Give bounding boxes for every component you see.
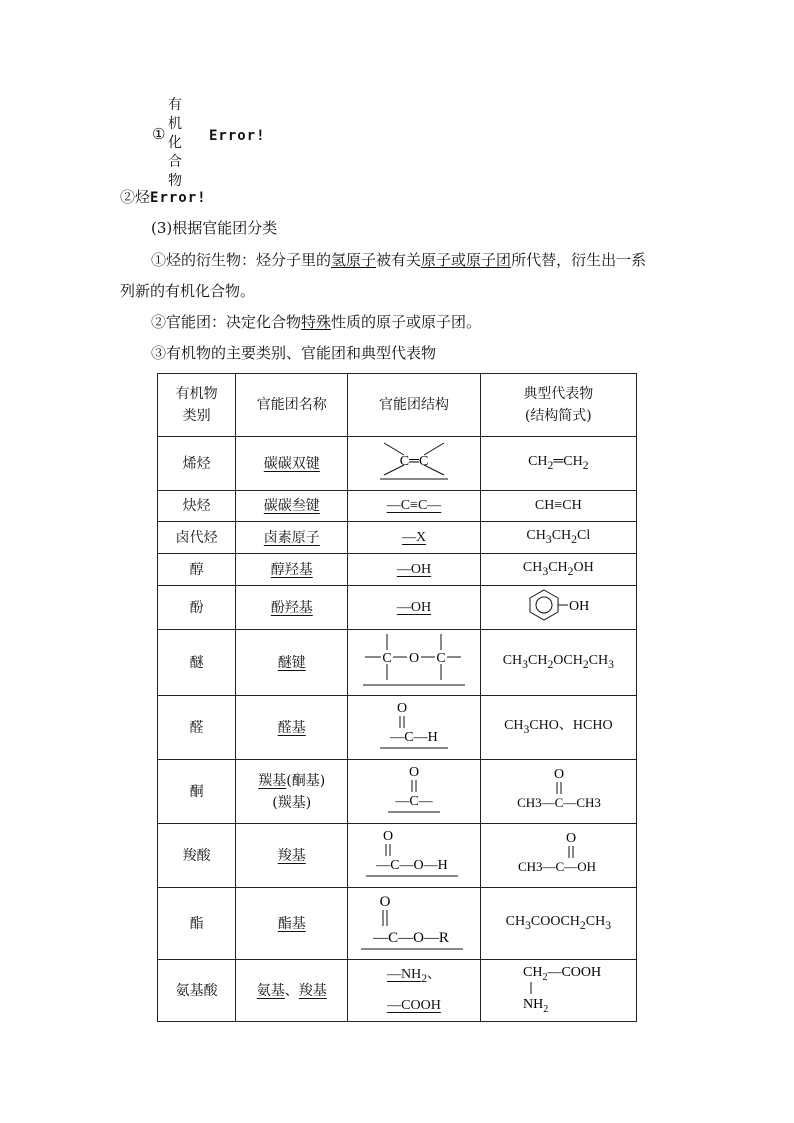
cell-group: 碳碳叁键 (236, 491, 348, 522)
svg-text:—C—O—H: —C—O—H (376, 858, 448, 873)
svg-text:O: O (382, 829, 394, 844)
alkene-structure (374, 437, 454, 483)
cell-structure (348, 696, 480, 760)
cell-category: 酚 (158, 586, 236, 630)
para1-text: ①烃的衍生物：烃分子里的 (151, 251, 332, 269)
svg-text:O: O (379, 894, 391, 910)
cell-example: $CH_3CHO$、HCHO (480, 696, 636, 760)
table-row (158, 696, 637, 760)
cell-example (480, 824, 636, 888)
cell-structure: —C≡C— (348, 491, 480, 522)
cell-structure (348, 437, 480, 491)
cell-category: 醛 (158, 696, 236, 760)
cell-example: $CH_2═CH_2$ (480, 437, 636, 491)
heading-3: (3)根据官能团分类 (151, 219, 278, 237)
table-header-row (158, 374, 637, 437)
svg-text:CH3—C—OH: CH3—C—OH (518, 859, 597, 874)
para1-text: 被有关 (376, 251, 422, 269)
svg-text:C: C (436, 651, 446, 666)
amino-acid-structure (493, 960, 623, 1014)
para2-underline: 特殊 (301, 313, 332, 331)
section2-prefix: ②烃 (120, 188, 151, 206)
svg-text:OH: OH (569, 599, 590, 614)
error-text-1: Error! (209, 128, 266, 144)
ether-structure (359, 630, 469, 688)
vertical-char: 物 (168, 173, 182, 189)
functional-group-table (157, 373, 637, 1022)
section2-line (120, 186, 207, 209)
cell-group: 羧基 (236, 824, 348, 888)
svg-text:C═C: C═C (399, 454, 429, 469)
svg-text:CH2—COOH: $CH_2—COOH$ (523, 965, 602, 983)
para1-line2: 列新的有机化合物。 (120, 282, 256, 300)
marker-1: ① (152, 125, 166, 143)
svg-text:O: O (554, 767, 565, 782)
header-category: 有机物 类别 (158, 374, 236, 437)
table-row (158, 960, 637, 1022)
cell-example: $CH_3COOCH_2CH_3$ (480, 888, 636, 960)
svg-text:—C—O—R: —C—O—R (373, 930, 449, 946)
cell-category: 醇 (158, 554, 236, 586)
svg-text:—C—: —C— (395, 794, 433, 809)
cell-structure (348, 630, 480, 696)
svg-text:C: C (382, 651, 392, 666)
table-row (158, 888, 637, 960)
cell-structure: —OH (348, 586, 480, 630)
vertical-label (166, 96, 184, 191)
cell-category: 酮 (158, 760, 236, 824)
table-row (158, 760, 637, 824)
cell-example: CH≡CH (480, 491, 636, 522)
cell-category: 炔烃 (158, 491, 236, 522)
cell-group: 酯基 (236, 888, 348, 960)
ester-structure (359, 888, 469, 952)
vertical-char: 化 (168, 135, 182, 151)
header-group-structure: 官能团结构 (348, 374, 480, 437)
cell-structure (348, 888, 480, 960)
table-row (158, 522, 637, 554)
cell-example (480, 760, 636, 824)
para2-text: ②官能团：决定化合物 (151, 313, 302, 331)
para1-line1 (151, 249, 646, 271)
phenol-structure (518, 586, 598, 622)
cell-group: 醛基 (236, 696, 348, 760)
header-example: 典型代表物 (结构简式) (480, 374, 636, 437)
vertical-char: 机 (168, 116, 182, 132)
para2-text: 性质的原子或原子团。 (331, 313, 482, 331)
table-row (158, 437, 637, 491)
svg-text:O: O (408, 765, 420, 780)
cell-category: 氨基酸 (158, 960, 236, 1022)
cell-group: 卤素原子 (236, 522, 348, 554)
cell-example (480, 586, 636, 630)
cell-structure: —OH (348, 554, 480, 586)
cell-category: 烯烃 (158, 437, 236, 491)
para1-underline-group: 原子或原子团 (421, 251, 512, 269)
cell-structure (348, 760, 480, 824)
cell-category: 羧酸 (158, 824, 236, 888)
svg-text:NH2: $NH_2$ (523, 997, 549, 1014)
cell-example: $CH_3CH_2Cl$ (480, 522, 636, 554)
cell-structure (348, 824, 480, 888)
ketone-structure (374, 760, 454, 816)
para2 (151, 311, 481, 333)
cell-group: 羰基(酮基) (羰基) (236, 760, 348, 824)
cell-category: 醚 (158, 630, 236, 696)
error-text-2: Error! (150, 190, 207, 206)
aldehyde-structure (374, 696, 454, 752)
cell-structure: $—NH_2$、 —COOH (348, 960, 480, 1022)
para3: ③有机物的主要类别、官能团和典型代表物 (151, 344, 437, 362)
cell-structure: —X (348, 522, 480, 554)
header-group-name: 官能团名称 (236, 374, 348, 437)
para1-text: 所代替，衍生出一系 (511, 251, 647, 269)
cell-example (480, 960, 636, 1022)
cell-category: 酯 (158, 888, 236, 960)
table-row (158, 586, 637, 630)
cell-group: 碳碳双键 (236, 437, 348, 491)
carboxyl-structure (364, 824, 464, 880)
para1-underline-h: 氢原子 (331, 251, 377, 269)
cell-group: 醇羟基 (236, 554, 348, 586)
table-row (158, 554, 637, 586)
table-row (158, 630, 637, 696)
cell-category: 卤代烃 (158, 522, 236, 554)
cell-group: 酚羟基 (236, 586, 348, 630)
table-row (158, 824, 637, 888)
acetic-acid-structure (493, 826, 623, 878)
svg-text:CH3—C—CH3: CH3—C—CH3 (517, 795, 602, 810)
svg-text:O: O (408, 651, 420, 666)
cell-example: $CH_3CH_2OH$ (480, 554, 636, 586)
acetone-structure (493, 762, 623, 814)
cell-group: 氨基、羧基 (236, 960, 348, 1022)
vertical-char: 合 (168, 154, 182, 170)
table-row (158, 491, 637, 522)
svg-text:—C—H: —C—H (390, 730, 438, 745)
vertical-char: 有 (168, 97, 182, 113)
cell-example: $CH_3CH_2OCH_2CH_3$ (480, 630, 636, 696)
svg-text:O: O (396, 701, 408, 716)
cell-group: 醚键 (236, 630, 348, 696)
svg-text:O: O (566, 831, 577, 846)
